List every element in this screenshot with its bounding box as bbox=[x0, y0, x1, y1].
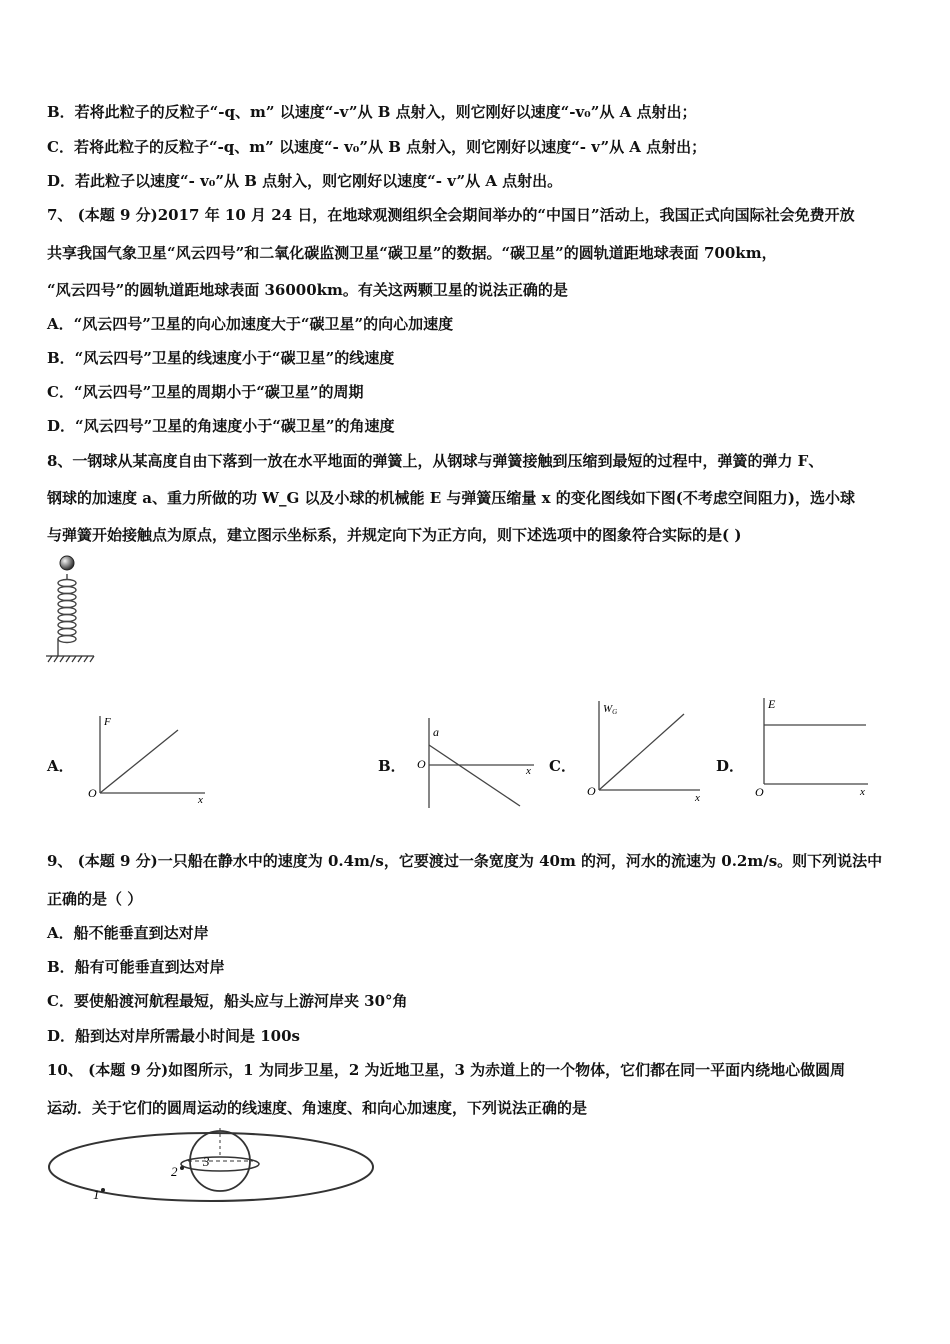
q8-graph-label-a: A． bbox=[47, 757, 74, 775]
q9-option-c: C．要使船渡河航程最短，船头应与上游河岸夹 30°角 bbox=[47, 992, 408, 1010]
graph-d-y-label: E bbox=[768, 697, 776, 711]
q7-stem-line3: “风云四号”的圆轨道距地球表面 36000km。有关这两颗卫星的说法正确的是 bbox=[47, 281, 568, 299]
graph-b-line bbox=[429, 745, 520, 806]
graph-b-origin: O bbox=[417, 757, 426, 771]
spring-coil bbox=[58, 574, 76, 656]
graph-c-line bbox=[599, 714, 684, 790]
graph-c-y-label: WG bbox=[603, 703, 618, 716]
q10-stem-line1: 10、 (本题 9 分)如图所示，1 为同步卫星，2 为近地卫星，3 为赤道上的一个物体，它们都在同一平面内绕地心做圆周 bbox=[47, 1061, 846, 1079]
ground-hatch bbox=[46, 656, 94, 662]
spring-ball-figure bbox=[40, 552, 100, 664]
satellite-1-dot bbox=[101, 1188, 105, 1192]
q8-stem-line2: 钢球的加速度 a、重力所做的功 W_G 以及小球的机械能 E 与弹簧压缩量 x 的变化图线如下图(不考虑空间阻力)，选小球 bbox=[47, 489, 856, 507]
q6-option-c: C．若将此粒子的反粒子“-q、m” 以速度“- v₀”从 B 点射入，则它刚好以速度“- v”从 A 点射出； bbox=[47, 138, 707, 156]
q7-stem-line2: 共享我国气象卫星“风云四号”和二氧化碳监测卫星“碳卫星”的数据。“碳卫星”的圆轨道距地球表面 700km， bbox=[47, 244, 777, 262]
q9-stem-line2: 正确的是（ ） bbox=[47, 890, 143, 908]
q7-option-d: D．“风云四号”卫星的角速度小于“碳卫星”的角速度 bbox=[47, 417, 395, 435]
graph-d-origin: O bbox=[755, 785, 764, 799]
label-1: 1 bbox=[93, 1187, 100, 1202]
q8-stem-line3: 与弹簧开始接触点为原点，建立图示坐标系，并规定向下为正方向，则下述选项中的图象符合实际的是( ) bbox=[47, 526, 742, 544]
q6-option-b: B．若将此粒子的反粒子“-q、m” 以速度“-v”从 B 点射入，则它刚好以速度“-v₀”从 A 点射出； bbox=[47, 103, 697, 121]
q8-graph-label-d: D． bbox=[716, 757, 745, 775]
steel-ball bbox=[60, 556, 74, 570]
label-2: 2 bbox=[171, 1164, 178, 1179]
graph-a-y-label: F bbox=[104, 716, 111, 728]
q9-option-b: B．船有可能垂直到达对岸 bbox=[47, 958, 225, 976]
graph-a-x-label: x bbox=[198, 794, 203, 806]
graph-d-energy bbox=[750, 694, 880, 804]
graph-c-origin: O bbox=[587, 784, 596, 798]
q8-stem-line1: 8、一钢球从某高度自由下落到一放在水平地面的弹簧上，从钢球与弹簧接触到压缩到最短的过程中，弹簧的弹力 F、 bbox=[47, 452, 824, 470]
graph-a-line bbox=[100, 730, 178, 793]
q7-option-a: A．“风云四号”卫星的向心加速度大于“碳卫星”的向心加速度 bbox=[47, 315, 454, 333]
q7-option-b: B．“风云四号”卫星的线速度小于“碳卫星”的线速度 bbox=[47, 349, 395, 367]
graph-b-x-label: x bbox=[526, 765, 531, 777]
graph-a-origin: O bbox=[88, 786, 97, 800]
q6-option-d: D．若此粒子以速度“- v₀”从 B 点射入，则它刚好以速度“- v”从 A 点射出。 bbox=[47, 172, 563, 190]
graph-c-x-label: x bbox=[695, 792, 700, 804]
graph-b-acceleration bbox=[412, 710, 537, 810]
q9-stem-line1: 9、 (本题 9 分)一只船在静水中的速度为 0.4m/s，它要渡过一条宽度为 40m 的河，河水的流速为 0.2m/s。则下列说法中 bbox=[47, 852, 883, 870]
q8-graph-label-c: C． bbox=[549, 757, 576, 775]
q9-option-a: A．船不能垂直到达对岸 bbox=[47, 924, 209, 942]
satellite-2-dot bbox=[180, 1166, 184, 1170]
q8-graph-label-b: B． bbox=[378, 757, 406, 775]
q7-option-c: C．“风云四号”卫星的周期小于“碳卫星”的周期 bbox=[47, 383, 364, 401]
q9-option-d: D．船到达对岸所需最小时间是 100s bbox=[47, 1027, 300, 1045]
graph-c-work bbox=[582, 696, 707, 811]
q10-stem-line2: 运动．关于它们的圆周运动的线速度、角速度、和向心加速度，下列说法正确的是 bbox=[47, 1099, 588, 1117]
graph-a-force bbox=[80, 708, 210, 808]
graph-b-y-label: a bbox=[433, 725, 439, 739]
label-3: 3 bbox=[203, 1154, 210, 1169]
graph-d-x-label: x bbox=[860, 786, 865, 798]
q7-stem-line1: 7、 (本题 9 分)2017 年 10 月 24 日，在地球观测组织全会期间举办的“中国日”活动上，我国正式向国际社会免费开放 bbox=[47, 206, 855, 224]
orbit-figure bbox=[45, 1124, 385, 1208]
near-earth-orbit bbox=[181, 1157, 259, 1171]
